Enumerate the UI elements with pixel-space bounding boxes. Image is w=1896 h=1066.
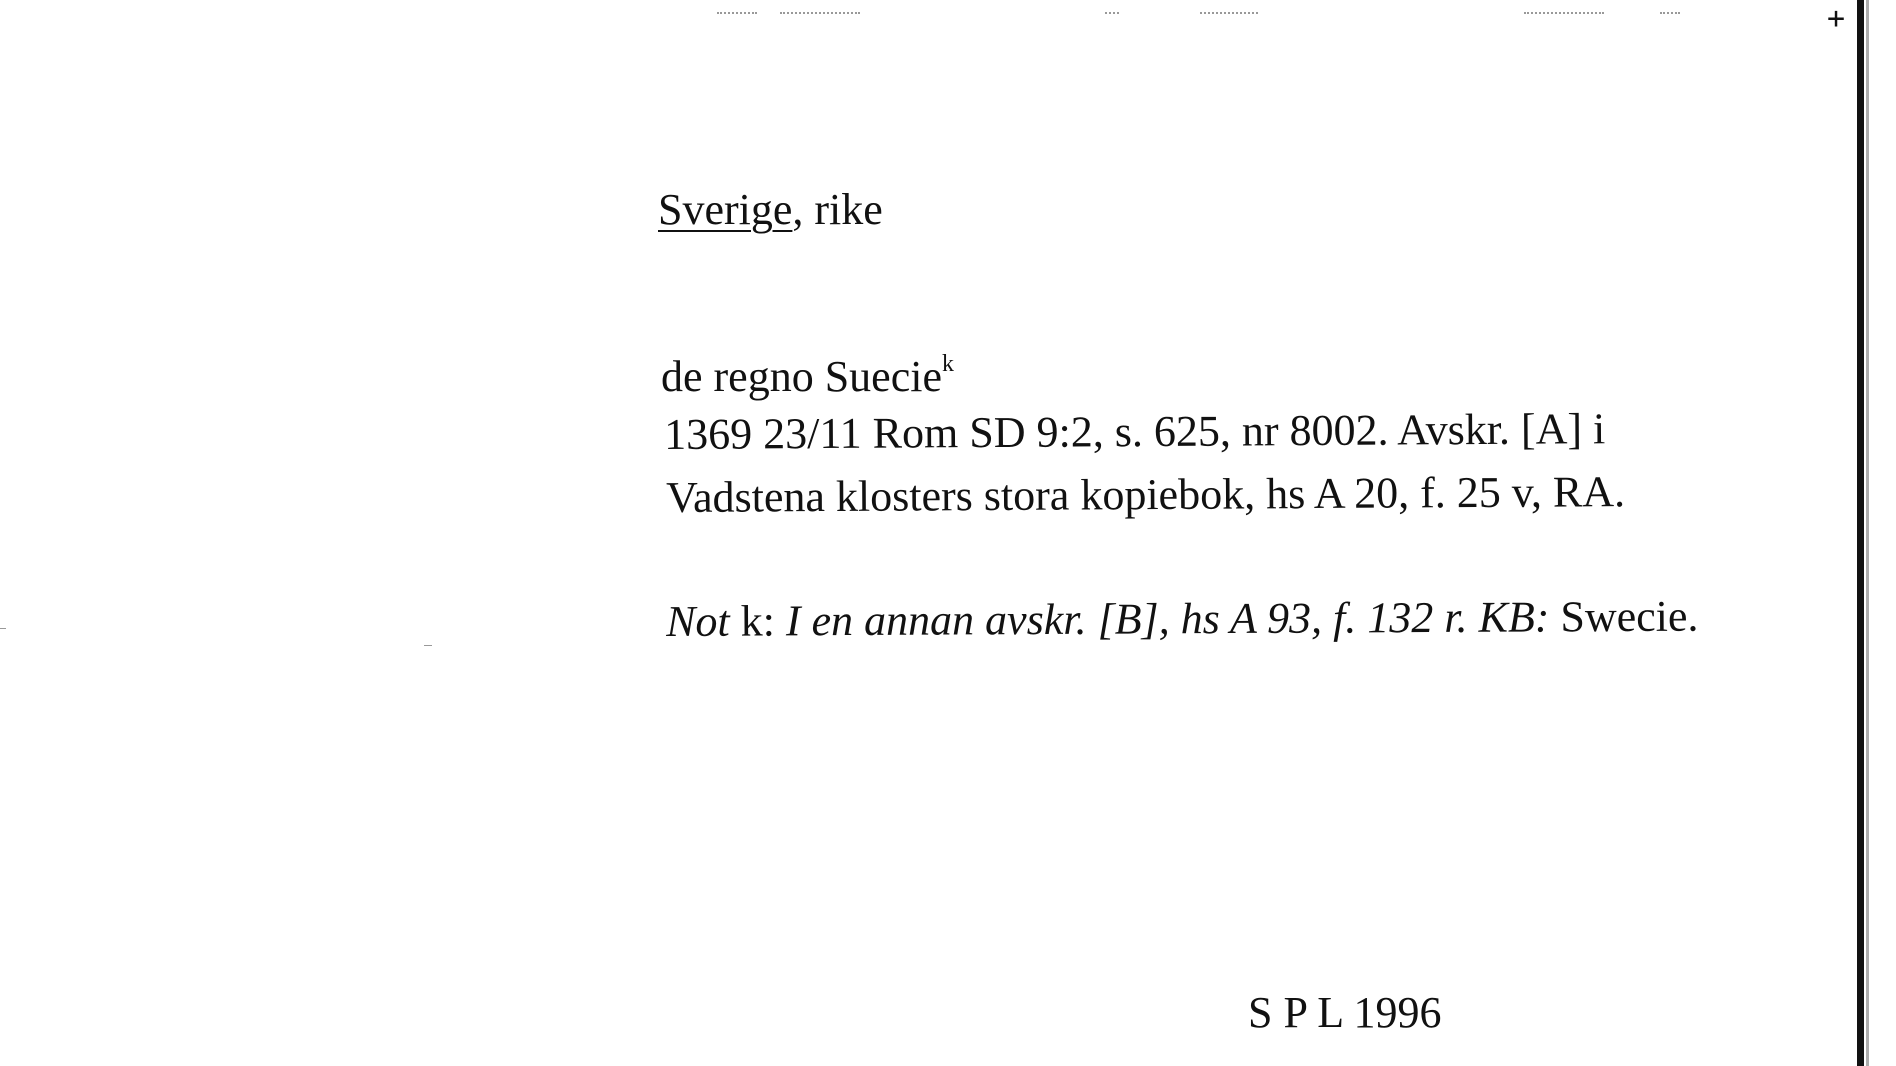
note-variant: Swecie. [1549, 591, 1699, 642]
scan-artifact-dots [780, 12, 860, 16]
scan-edge-border [1857, 0, 1864, 1066]
scan-artifact-dots [1105, 12, 1119, 16]
scan-artifact-dots [1200, 12, 1258, 16]
note-line [665, 591, 1699, 646]
note-label: Not [665, 596, 730, 646]
scan-edge-shadow [1866, 0, 1869, 1066]
registration-mark-icon: + [1827, 1, 1846, 36]
heading-underlined-term: Sverige [658, 185, 793, 234]
scan-artifact-dots [1524, 12, 1604, 16]
scan-artifact-dots [717, 12, 757, 16]
entry-note-marker: k [942, 351, 954, 378]
scan-artifact-tick [0, 628, 6, 629]
note-text: I en annan avskr. [B], hs A 93, f. 132 r. KB: [785, 592, 1550, 646]
heading [658, 185, 883, 234]
scan-artifact-dots [1660, 12, 1680, 16]
entry-form [661, 351, 954, 401]
scan-artifact-mark [1861, 1052, 1864, 1066]
note-marker: k: [729, 596, 787, 646]
entry-source-line-1: 1369 23/11 Rom SD 9:2, s. 625, nr 8002. Avskr. [A] i [663, 404, 1606, 459]
entry-form-text: de regno Suecie [661, 352, 942, 401]
entry-source-line-2: Vadstena klosters stora kopiebok, hs A 20, f. 25 v, RA. [665, 467, 1626, 522]
signature: S P L 1996 [1248, 988, 1442, 1037]
scan-artifact-tick [424, 645, 432, 646]
heading-rest: , rike [792, 185, 883, 234]
